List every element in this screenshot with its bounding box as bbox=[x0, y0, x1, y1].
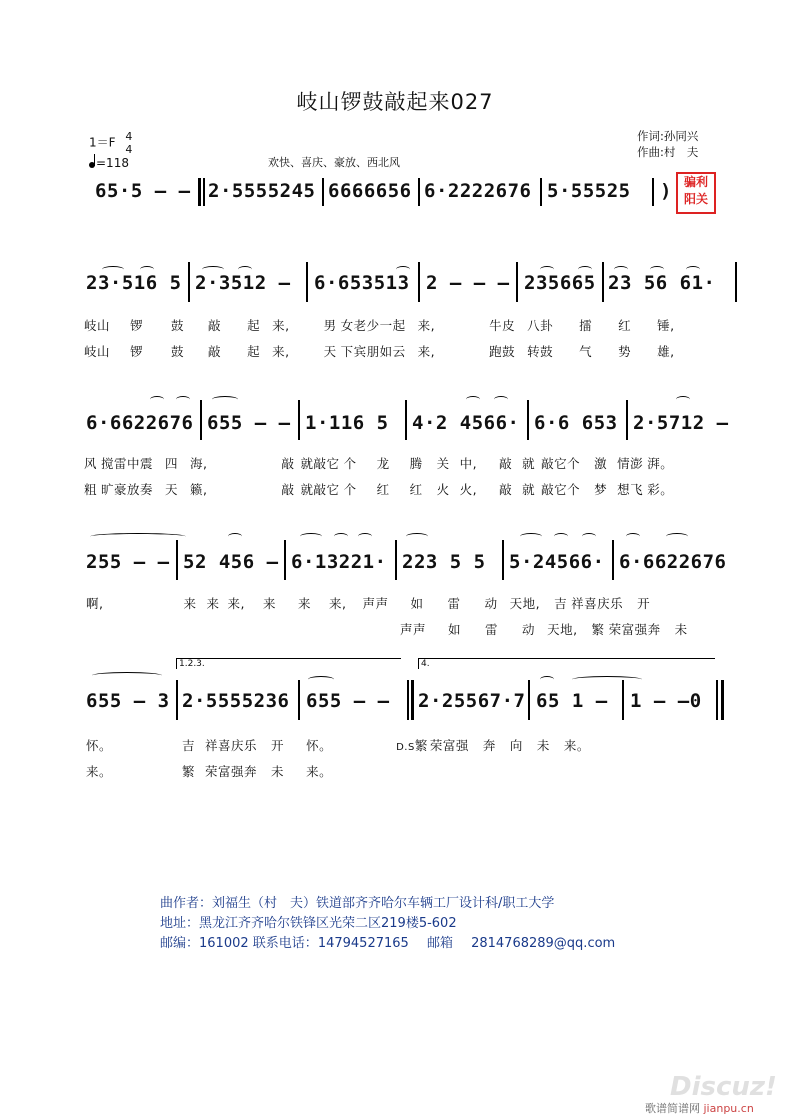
measure: 6·2222676 bbox=[424, 180, 532, 202]
measure: 1 – –0 bbox=[630, 690, 702, 712]
footer-author: 曲作者：刘福生（村 夫）铁道部齐齐哈尔车辆工厂设计科/职工大学 bbox=[160, 896, 555, 911]
slur bbox=[90, 533, 186, 540]
quarter-note-icon bbox=[89, 162, 95, 168]
measure: 6·653513 bbox=[314, 272, 410, 294]
page-title: 岐山锣鼓敲起来027 bbox=[296, 90, 494, 114]
lyric-line-1: 啊, 来 来 来, 来 来 来, 声声 如 雷 动 天地, 吉 祥喜庆乐 开 bbox=[86, 596, 651, 611]
barline bbox=[188, 262, 190, 302]
watermark: 歌谱简谱网 jianpu.cn bbox=[645, 1102, 754, 1115]
barline bbox=[622, 680, 624, 720]
key-label: 1＝F bbox=[89, 135, 116, 150]
slur bbox=[666, 533, 688, 540]
measure: 65 1 – bbox=[536, 690, 608, 712]
measure: 2·25567·7 bbox=[418, 690, 526, 712]
lyric-line-1: 怀。 吉 祥喜庆乐 开 怀。 D.S繁 荣富强 奔 向 未 来。 bbox=[86, 738, 590, 753]
barline bbox=[322, 178, 324, 206]
barline bbox=[502, 540, 504, 580]
barline bbox=[516, 262, 518, 302]
measure: 52 456 – bbox=[183, 551, 279, 573]
slur bbox=[494, 396, 508, 403]
lyric-line-2: 来。 繁 荣富强奔 未 来。 bbox=[86, 764, 333, 779]
slur bbox=[228, 533, 242, 540]
tempo-mark bbox=[89, 156, 129, 170]
measure: 65·5 – – bbox=[95, 180, 191, 202]
slur bbox=[466, 396, 480, 403]
email-link[interactable]: 2814768289@qq.com bbox=[471, 936, 616, 951]
measure: 5·55525 bbox=[547, 180, 631, 202]
slur bbox=[334, 533, 348, 540]
slur bbox=[212, 396, 238, 403]
measure: 4·2 4566· bbox=[412, 412, 520, 434]
key-signature bbox=[89, 130, 132, 156]
measure: 655 – – bbox=[207, 412, 291, 434]
measure: 6·13221· bbox=[291, 551, 387, 573]
barline bbox=[602, 262, 604, 302]
slur bbox=[626, 533, 640, 540]
tempo-value: =118 bbox=[96, 156, 129, 170]
barline bbox=[528, 680, 530, 720]
measure: 2·5555236 bbox=[182, 690, 290, 712]
footer-contact: 邮编：161002 联系电话：14794527165 邮箱 2814768289@qq.com bbox=[160, 936, 616, 951]
barline bbox=[540, 178, 542, 206]
barline bbox=[200, 400, 202, 440]
credits bbox=[637, 128, 698, 160]
time-signature bbox=[125, 130, 132, 156]
measure: 6666656 bbox=[328, 180, 412, 202]
time-bottom: 4 bbox=[125, 143, 133, 156]
barline bbox=[298, 400, 300, 440]
repeat-barline bbox=[198, 178, 201, 206]
measure: 1·116 5 bbox=[305, 412, 389, 434]
barline bbox=[405, 400, 407, 440]
slur bbox=[406, 533, 428, 540]
lyric-line-2: 声声 如 雷 动 天地, 繁 荣富强奔 未 bbox=[400, 622, 688, 637]
slur bbox=[520, 533, 542, 540]
measure: 235665 bbox=[524, 272, 596, 294]
slur bbox=[582, 533, 596, 540]
measure: 6·6 653 bbox=[534, 412, 618, 434]
barline bbox=[284, 540, 286, 580]
volta-bracket: 1.2.3. bbox=[176, 658, 401, 669]
barline bbox=[176, 540, 178, 580]
barline bbox=[298, 680, 300, 720]
slur bbox=[300, 533, 322, 540]
measure: 5·24566· bbox=[509, 551, 605, 573]
measure: 2·5555245 bbox=[208, 180, 316, 202]
style-mark: 欢快、喜庆、豪放、西北风 bbox=[268, 156, 400, 169]
ds-mark: D.S bbox=[396, 742, 415, 753]
barline bbox=[626, 400, 628, 440]
lyric-line-2: 岐山 锣 鼓 敲 起 来, 天 下宾朋如云 来, 跑鼓 转鼓 气 势 雄, bbox=[84, 344, 675, 359]
measure: 2·3512 – bbox=[195, 272, 291, 294]
barline bbox=[527, 400, 529, 440]
measure: 655 – 3 bbox=[86, 690, 170, 712]
slur bbox=[676, 396, 690, 403]
slur bbox=[358, 533, 372, 540]
slur bbox=[150, 396, 164, 403]
time-top: 4 bbox=[125, 130, 133, 143]
seal-stamp: 骗利 阳关 bbox=[676, 172, 716, 214]
lyric-line-1: 岐山 锣 鼓 敲 起 来, 男 女老少一起 来, 牛皮 八卦 擂 红 锤, bbox=[84, 318, 675, 333]
slur bbox=[540, 676, 554, 683]
barline bbox=[716, 680, 718, 720]
measure: 255 – – bbox=[86, 551, 170, 573]
volta-bracket: 4. bbox=[418, 658, 715, 669]
slur bbox=[554, 533, 568, 540]
barline bbox=[176, 680, 178, 720]
measure: 2·5712 – bbox=[633, 412, 729, 434]
measure: 23 56 61· bbox=[608, 272, 716, 294]
slur bbox=[176, 396, 190, 403]
measure: 655 – – bbox=[306, 690, 390, 712]
slur bbox=[308, 676, 334, 683]
watermark-logo: Discuz! bbox=[670, 1072, 777, 1102]
composer: 作曲:村 夫 bbox=[637, 145, 699, 159]
measure: 23·516 5 bbox=[86, 272, 182, 294]
barline bbox=[395, 540, 397, 580]
footer-address: 地址：黑龙江齐齐哈尔铁锋区光荣二区219楼5-602 bbox=[160, 916, 457, 931]
measure: ) bbox=[660, 180, 672, 202]
slur bbox=[572, 676, 642, 683]
lyric-line-2: 粗 旷豪放奏 天 籁, 敲 就敲它 个 红 红 火 火, 敲 就 敲它个 梦 想飞 彩。 bbox=[84, 482, 674, 497]
slur bbox=[92, 672, 162, 679]
lyricist: 作词:孙同兴 bbox=[637, 129, 699, 143]
final-barline bbox=[721, 680, 724, 720]
measure: 2 – – – bbox=[426, 272, 510, 294]
barline bbox=[418, 178, 420, 206]
lyric-line-1: 风 搅雷中震 四 海, 敲 就敲它 个 龙 腾 关 中, 敲 就 敲它个 激 情澎 湃。 bbox=[84, 456, 674, 471]
measure: 6·6622676 bbox=[86, 412, 194, 434]
barline bbox=[652, 178, 654, 206]
barline bbox=[306, 262, 308, 302]
barline bbox=[612, 540, 614, 580]
barline bbox=[418, 262, 420, 302]
repeat-barline bbox=[411, 680, 414, 720]
barline bbox=[735, 262, 737, 302]
barline bbox=[407, 680, 409, 720]
barline bbox=[203, 178, 205, 206]
measure: 223 5 5 bbox=[402, 551, 486, 573]
measure: 6·6622676 bbox=[619, 551, 727, 573]
